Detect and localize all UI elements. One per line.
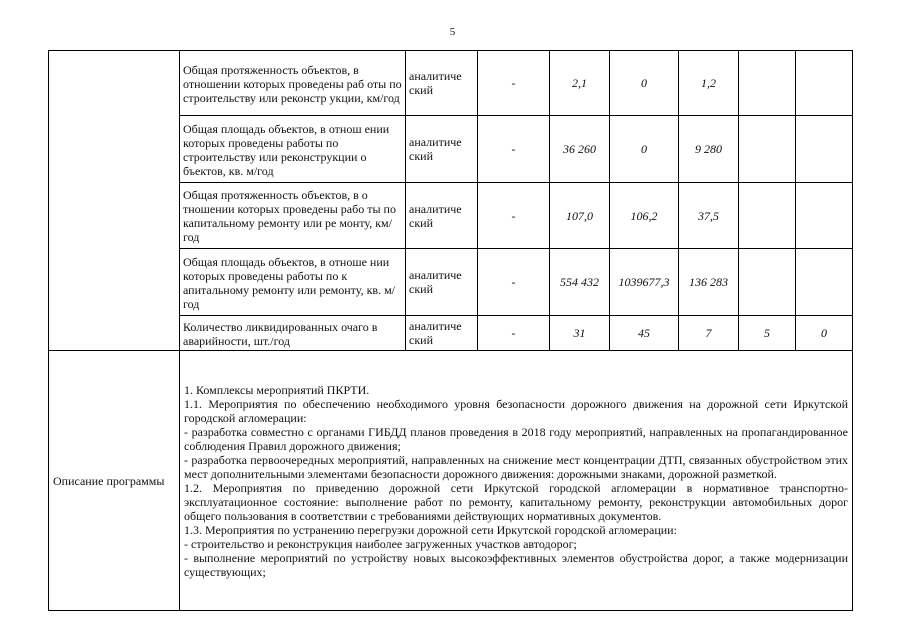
indicator-value-1: 107,0 — [550, 183, 610, 249]
indicator-label: Общая протяженность объектов, в отношении которых проведены раб оты по строительству или реконстр укции, км/год — [180, 51, 406, 116]
description-paragraph: - выполнение мероприятий по устройству новых высокоэффективных элементов обустройства дорог, а также модернизации существующих; — [184, 551, 848, 579]
indicator-label: Количество ликвидированных очаго в аварийности, шт./год — [180, 316, 406, 351]
description-paragraph: - разработка первоочередных мероприятий, направленных на снижение мест концентрации ДТП, связанных обустройством этих мест дополнительными элементами безопасности дорожного движения: дорожными знаками, дорожной разметкой. — [184, 453, 848, 481]
indicator-row — [49, 51, 853, 116]
left-column-empty — [49, 51, 180, 351]
indicator-value-4 — [739, 249, 796, 316]
indicator-value-2: 0 — [610, 51, 679, 116]
indicator-dash: - — [478, 183, 550, 249]
indicator-value-3: 37,5 — [679, 183, 739, 249]
indicator-value-5 — [796, 249, 853, 316]
indicator-value-5: 0 — [796, 316, 853, 351]
description-paragraph: 1.3. Мероприятия по устранению перегрузки дорожной сети Иркутской городской агломерации: — [184, 523, 677, 537]
indicator-method: аналитиче ский — [406, 316, 478, 351]
indicator-value-4: 5 — [739, 316, 796, 351]
indicator-value-4 — [739, 116, 796, 183]
description-paragraph: - строительство и реконструкция наиболее загруженных участков автодорог; — [184, 537, 577, 551]
indicator-value-3: 136 283 — [679, 249, 739, 316]
description-paragraph: 1.1. Мероприятия по обеспечению необходимого уровня безопасности дорожного движения на дорожной сети Иркутской городской агломерации: — [184, 397, 848, 425]
indicator-label: Общая площадь объектов, в отнош ении которых проведены работы по строительству или реконструкции о бъектов, кв. м/год — [180, 116, 406, 183]
indicator-value-1: 36 260 — [550, 116, 610, 183]
indicator-value-3: 1,2 — [679, 51, 739, 116]
program-table — [48, 50, 853, 611]
indicator-dash: - — [478, 249, 550, 316]
indicator-value-5 — [796, 183, 853, 249]
indicator-dash: - — [478, 51, 550, 116]
description-body — [180, 351, 853, 611]
page-number: 5 — [449, 26, 456, 38]
description-paragraph: 1.2. Мероприятия по приведению дорожной сети Иркутской городской агломерации в нормативное транспортно-эксплуатационное состояние: выполнение работ по ремонту, капитальному ремонту, реконструкции автомобильных дорог общего пользования в соответствии с требованиями действующих нормативных документов. — [184, 481, 848, 523]
indicator-value-2: 0 — [610, 116, 679, 183]
description-title: Описание программы — [49, 351, 180, 611]
indicator-value-1: 2,1 — [550, 51, 610, 116]
indicator-method: аналитиче ский — [406, 249, 478, 316]
indicator-value-1: 31 — [550, 316, 610, 351]
indicator-value-2: 106,2 — [610, 183, 679, 249]
indicator-dash: - — [478, 316, 550, 351]
indicator-dash: - — [478, 116, 550, 183]
indicator-value-3: 7 — [679, 316, 739, 351]
description-row — [49, 351, 853, 611]
indicator-value-5 — [796, 51, 853, 116]
indicator-value-2: 45 — [610, 316, 679, 351]
indicator-value-4 — [739, 51, 796, 116]
indicator-value-1: 554 432 — [550, 249, 610, 316]
indicator-label: Общая площадь объектов, в отноше нии которых проведены работы по к апитальному ремонту или ремонту, кв. м/год — [180, 249, 406, 316]
description-paragraph: - разработка совместно с органами ГИБДД планов проведения в 2018 году мероприятий, направленных на пропагандированное соблюдения Правил дорожного движения; — [184, 425, 848, 453]
indicator-value-5 — [796, 116, 853, 183]
indicator-value-2: 1039677,3 — [610, 249, 679, 316]
indicator-value-4 — [739, 183, 796, 249]
indicator-method: аналитиче ский — [406, 51, 478, 116]
indicator-value-3: 9 280 — [679, 116, 739, 183]
indicator-method: аналитиче ский — [406, 183, 478, 249]
description-paragraph: 1. Комплексы мероприятий ПКРТИ. — [184, 383, 370, 397]
indicator-label: Общая протяженность объектов, в о тношении которых проведены рабо ты по капитальному ремонту или ре монту, км/год — [180, 183, 406, 249]
indicator-method: аналитиче ский — [406, 116, 478, 183]
